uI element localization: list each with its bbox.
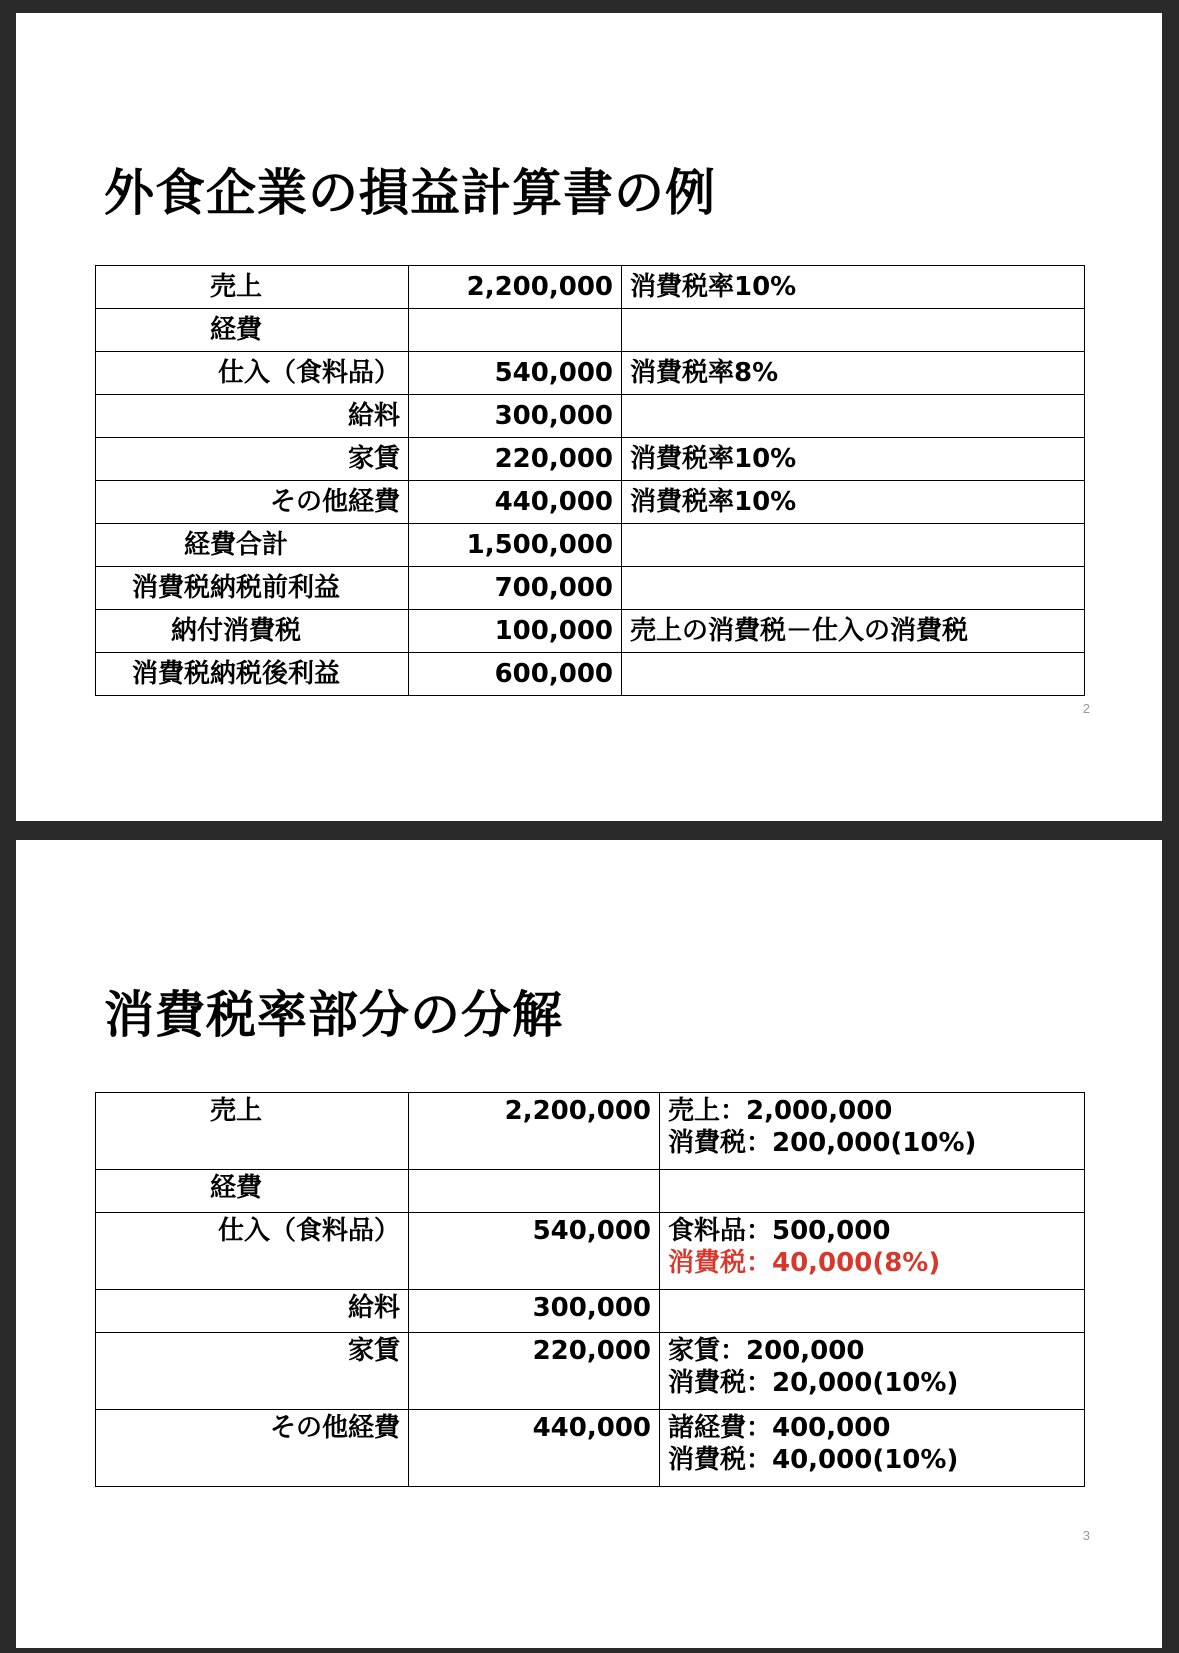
row-note: 消費税率10% bbox=[622, 481, 1085, 524]
row-amount bbox=[409, 1170, 660, 1213]
note-line-2: 消費税：40,000(10%) bbox=[668, 1445, 959, 1475]
table-row bbox=[96, 1410, 1085, 1487]
note-line-1: 家賃：200,000 bbox=[668, 1336, 865, 1366]
row-note bbox=[622, 309, 1085, 352]
row-label: 家賃 bbox=[96, 438, 409, 481]
row-amount: 540,000 bbox=[409, 352, 622, 395]
row-note: 消費税率8% bbox=[622, 352, 1085, 395]
row-note bbox=[660, 1213, 1085, 1290]
table-row bbox=[96, 395, 1085, 438]
slide-title: 消費税率部分の分解 bbox=[104, 986, 563, 1044]
table-row bbox=[96, 1213, 1085, 1290]
row-note bbox=[660, 1333, 1085, 1410]
row-amount: 220,000 bbox=[409, 1333, 660, 1410]
row-label: 消費税納税後利益 bbox=[96, 653, 409, 696]
row-amount: 100,000 bbox=[409, 610, 622, 653]
row-label: 経費合計 bbox=[96, 524, 409, 567]
page-number: 3 bbox=[1082, 1528, 1090, 1543]
page-number: 2 bbox=[1082, 701, 1090, 716]
row-amount: 440,000 bbox=[409, 481, 622, 524]
income-statement-table bbox=[95, 265, 1085, 696]
row-amount: 1,500,000 bbox=[409, 524, 622, 567]
row-note bbox=[622, 395, 1085, 438]
row-label: 納付消費税 bbox=[96, 610, 409, 653]
row-note bbox=[660, 1093, 1085, 1170]
table-row bbox=[96, 1290, 1085, 1333]
row-note: 消費税率10% bbox=[622, 266, 1085, 309]
row-label: 売上 bbox=[96, 266, 409, 309]
table-row bbox=[96, 567, 1085, 610]
row-amount: 2,200,000 bbox=[409, 266, 622, 309]
row-label: 仕入（食料品） bbox=[96, 352, 409, 395]
note-line-2: 消費税：200,000(10%) bbox=[668, 1128, 977, 1158]
table-row bbox=[96, 481, 1085, 524]
row-label: 仕入（食料品） bbox=[96, 1213, 409, 1290]
row-note bbox=[660, 1170, 1085, 1213]
row-amount: 300,000 bbox=[409, 1290, 660, 1333]
row-amount: 2,200,000 bbox=[409, 1093, 660, 1170]
note-line-2: 消費税：20,000(10%) bbox=[668, 1368, 959, 1398]
slide-income-statement bbox=[16, 13, 1162, 821]
row-note bbox=[622, 524, 1085, 567]
row-note bbox=[660, 1410, 1085, 1487]
row-label: その他経費 bbox=[96, 481, 409, 524]
row-amount bbox=[409, 309, 622, 352]
table-row bbox=[96, 524, 1085, 567]
note-line-1: 諸経費：400,000 bbox=[668, 1413, 891, 1443]
row-note bbox=[622, 653, 1085, 696]
row-amount: 440,000 bbox=[409, 1410, 660, 1487]
table-row bbox=[96, 1333, 1085, 1410]
row-label: 消費税納税前利益 bbox=[96, 567, 409, 610]
row-note bbox=[622, 567, 1085, 610]
row-label: 給料 bbox=[96, 395, 409, 438]
slide-tax-breakdown bbox=[16, 840, 1162, 1648]
row-label: 家賃 bbox=[96, 1333, 409, 1410]
row-label: 売上 bbox=[96, 1093, 409, 1170]
note-line-2-highlight: 消費税：40,000(8%) bbox=[668, 1248, 941, 1278]
row-label: 経費 bbox=[96, 309, 409, 352]
row-amount: 300,000 bbox=[409, 395, 622, 438]
table-row bbox=[96, 266, 1085, 309]
note-line-1: 食料品：500,000 bbox=[668, 1216, 891, 1246]
row-amount: 220,000 bbox=[409, 438, 622, 481]
note-line-1: 売上：2,000,000 bbox=[668, 1096, 893, 1126]
row-note: 消費税率10% bbox=[622, 438, 1085, 481]
table-row bbox=[96, 610, 1085, 653]
table-row bbox=[96, 438, 1085, 481]
slide-title: 外食企業の損益計算書の例 bbox=[104, 164, 716, 222]
table-row bbox=[96, 1170, 1085, 1213]
table-row bbox=[96, 1093, 1085, 1170]
table-row bbox=[96, 653, 1085, 696]
table-row bbox=[96, 352, 1085, 395]
row-label: 給料 bbox=[96, 1290, 409, 1333]
table-row bbox=[96, 309, 1085, 352]
row-note bbox=[660, 1290, 1085, 1333]
row-note: 売上の消費税－仕入の消費税 bbox=[622, 610, 1085, 653]
tax-breakdown-table bbox=[95, 1092, 1085, 1487]
row-amount: 700,000 bbox=[409, 567, 622, 610]
row-label: その他経費 bbox=[96, 1410, 409, 1487]
row-amount: 540,000 bbox=[409, 1213, 660, 1290]
row-label: 経費 bbox=[96, 1170, 409, 1213]
row-amount: 600,000 bbox=[409, 653, 622, 696]
